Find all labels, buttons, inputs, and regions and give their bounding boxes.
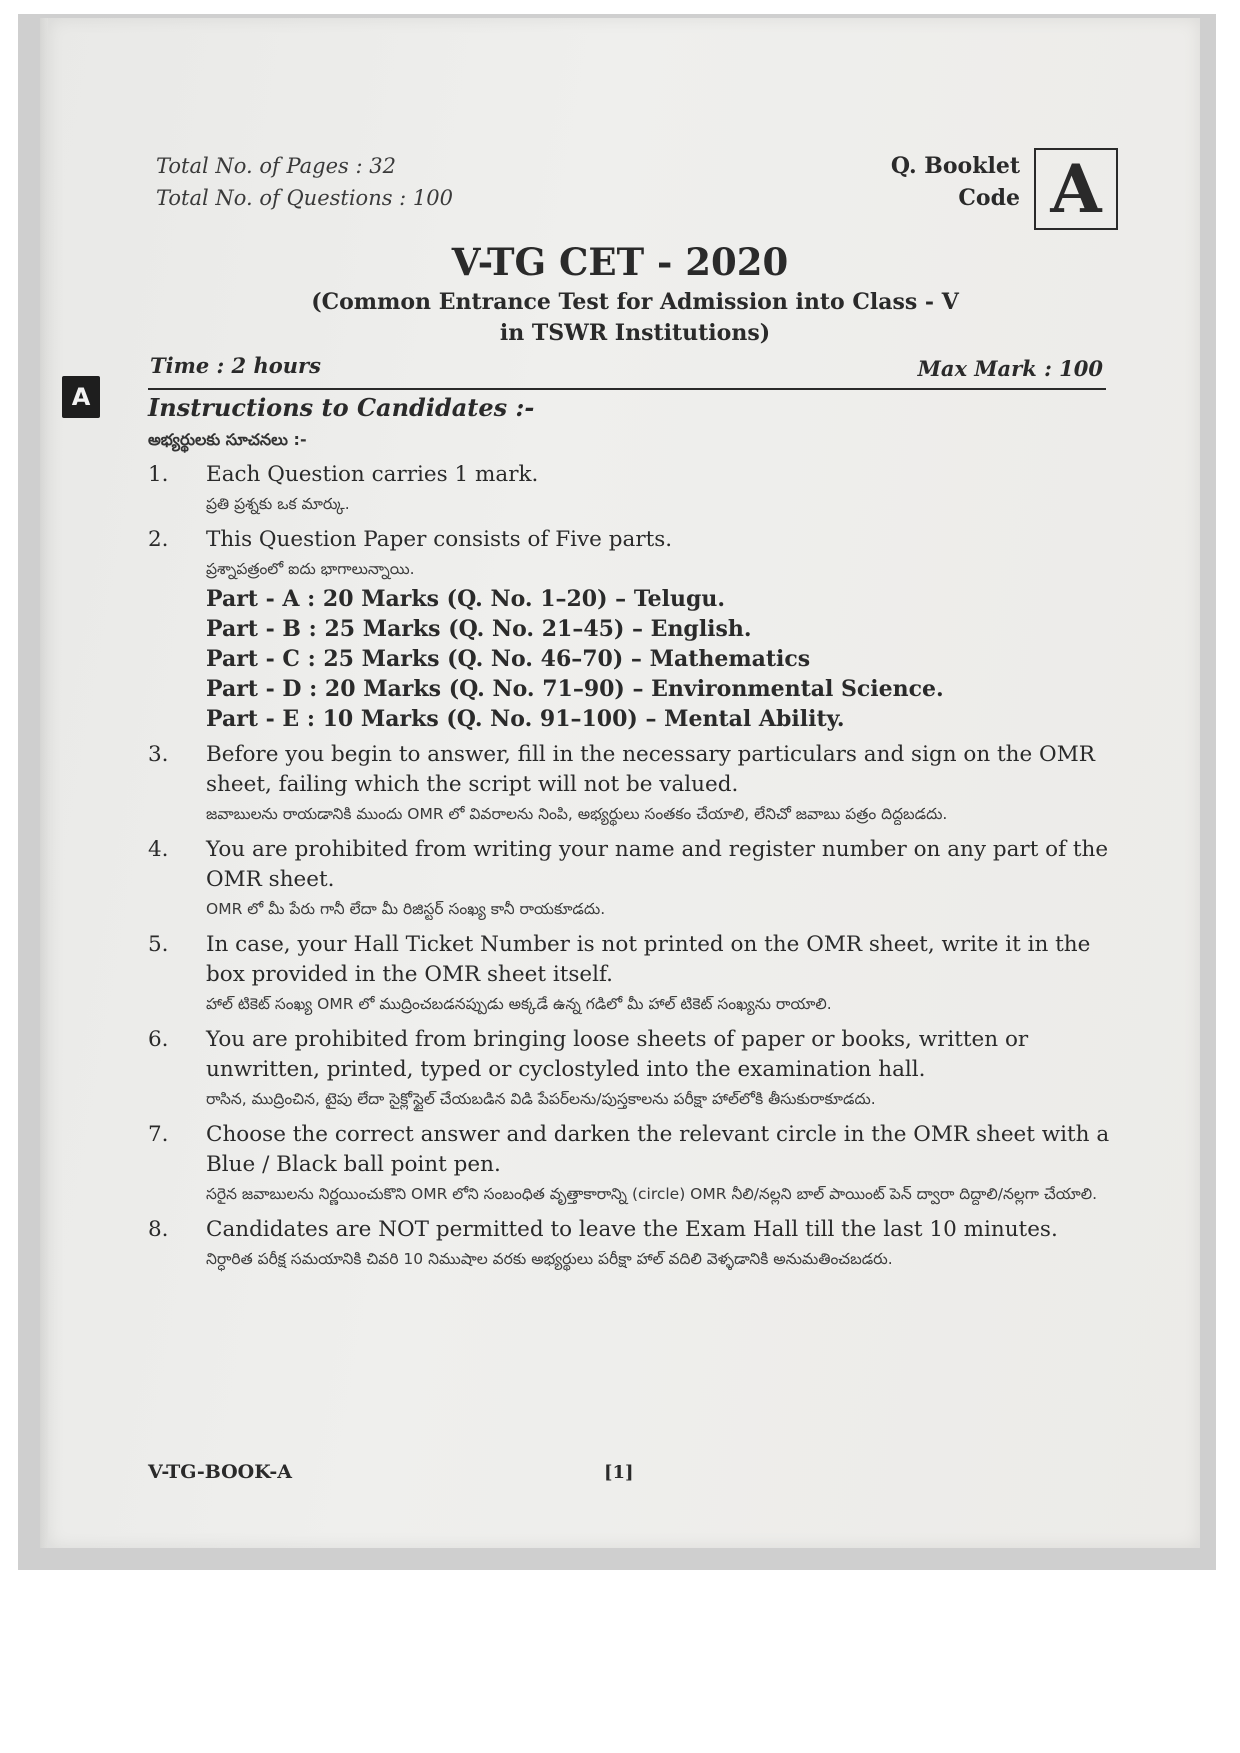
instruction-te: రాసిన, ముద్రించిన, టైపు లేదా సైక్లోస్టైల్ చేయబడిన విడి పేపర్‌లను/పుస్తకాలను పరీక్షా హాల్‌లోకి తీసుకురాకూడదు. [206,1090,876,1108]
instructions-heading-telugu: అభ్యర్థులకు సూచనలు :- [148,430,307,449]
instruction-en: Each Question carries 1 mark. [206,462,539,487]
instructions-heading: Instructions to Candidates :- [148,393,535,422]
instruction-te: జవాబులను రాయడానికి ముందు OMR లో వివరాలను నింపి, అభ్యర్థులు సంతకం చేయాలి, లేనిచో జవాబు పత్రం దిద్దబడదు. [206,805,948,823]
list-item: 4. You are prohibited from writing your name and register number on any part of the OMR sheet. OMR లో మీ పేరు గానీ లేదా మీ రిజిస్టర్ సంఖ్య కానీ రాయకూడదు. [148,835,1114,924]
list-item: 2. This Question Paper consists of Five parts. ప్రశ్నాపత్రంలో ఐదు భాగాలున్నాయి. Part - A : 20 Marks (Q. No. 1–20) – Telugu. Part - B : 25 Marks (Q. No. 21–45) – English. Part - C : 25 Marks (Q. No. 46–70) – Mathematics Part - D : 20 Marks (Q. No. 71–90) – Environmental Science. Part - E : 10 Marks (Q. No. 91–100) – Mental Ability. [148,525,1114,734]
list-item: 7. Choose the correct answer and darken the relevant circle in the OMR sheet with a Blue / Black ball point pen. సరైన జవాబులను నిర్ణయించుకొని OMR లోని సంబంధిత వృత్తాకారాన్ని (circle) OMR నీలి/నల్లని బాల్ పాయింట్ పెన్ ద్వారా దిద్దాలి/నల్లగా చేయాలి. [148,1120,1114,1209]
instruction-te: హాల్ టికెట్ సంఖ్య OMR లో ముద్రించబడనప్పుడు అక్కడే ఉన్న గడిలో మీ హాల్ టికెట్ సంఖ్యను రాయాలి. [206,995,832,1013]
instruction-te: OMR లో మీ పేరు గానీ లేదా మీ రిజిస్టర్ సంఖ్య కానీ రాయకూడదు. [206,900,606,918]
booklet-side-tab: A [62,376,100,418]
instruction-te: ప్రశ్నాపత్రంలో ఐదు భాగాలున్నాయి. [206,560,415,578]
instruction-te: నిర్ధారిత పరీక్ష సమయానికి చివరి 10 నిముషాల వరకు అభ్యర్థులు పరీక్షా హాల్ వదిలి వెళ్ళడానికి అనుమతించబడరు. [206,1250,893,1268]
list-item: 6. You are prohibited from bringing loose sheets of paper or books, written or unwritten, printed, typed or cyclostyled into the examination hall. రాసిన, ముద్రించిన, టైపు లేదా సైక్లోస్టైల్ చేయబడిన విడి పేపర్‌లను/పుస్తకాలను పరీక్షా హాల్‌లోకి తీసుకురాకూడదు. [148,1025,1114,1114]
footer-booklet-code: V-TG-BOOK-A [148,1461,292,1483]
part-b: Part - B : 25 Marks (Q. No. 21–45) – English. [206,616,752,642]
instruction-en: This Question Paper consists of Five parts. [206,527,673,552]
instruction-en: Candidates are NOT permitted to leave the Exam Hall till the last 10 minutes. [206,1217,1058,1242]
instruction-te: ప్రతి ప్రశ్నకు ఒక మార్కు. [206,495,350,513]
part-c: Part - C : 25 Marks (Q. No. 46–70) – Mathematics [206,646,811,672]
booklet-meta [156,150,453,214]
max-mark: Max Mark : 100 [917,356,1103,381]
header-divider [148,388,1106,390]
part-d: Part - D : 20 Marks (Q. No. 71–90) – Environmental Science. [206,676,944,702]
instruction-te: సరైన జవాబులను నిర్ణయించుకొని OMR లోని సంబంధిత వృత్తాకారాన్ని (circle) OMR నీలి/నల్లని బాల్ పాయింట్ పెన్ ద్వారా దిద్దాలి/నల్లగా చేయాలి. [206,1185,1097,1203]
page-number: [1] [604,1462,634,1483]
instruction-en: You are prohibited from bringing loose sheets of paper or books, written or unwritten, printed, typed or cyclostyled into the examination hall. [206,1027,1029,1082]
list-item: 1. Each Question carries 1 mark. ప్రతి ప్రశ్నకు ఒక మార్కు. [148,460,1114,519]
instruction-en: Choose the correct answer and darken the relevant circle in the OMR sheet with a Blue / Black ball point pen. [206,1122,1110,1177]
exam-subtitle: (Common Entrance Test for Admission into Class - V in TSWR Institutions) [311,289,959,346]
instruction-en: Before you begin to answer, fill in the necessary particulars and sign on the OMR sheet, failing which the script will not be valued. [206,742,1095,797]
instruction-en: In case, your Hall Ticket Number is not printed on the OMR sheet, write it in the box provided in the OMR sheet itself. [206,932,1091,987]
part-a: Part - A : 20 Marks (Q. No. 1–20) – Telugu. [206,586,726,612]
list-item: 5. In case, your Hall Ticket Number is not printed on the OMR sheet, write it in the box provided in the OMR sheet itself. హాల్ టికెట్ సంఖ్య OMR లో ముద్రించబడనప్పుడు అక్కడే ఉన్న గడిలో మీ హాల్ టికెట్ సంఖ్యను రాయాలి. [148,930,1114,1019]
total-questions: Total No. of Questions : 100 [156,186,454,210]
part-e: Part - E : 10 Marks (Q. No. 91–100) – Mental Ability. [206,706,845,732]
booklet-code-box: A [1034,148,1118,230]
exam-title: V-TG CET - 2020 [451,240,789,284]
instruction-en: You are prohibited from writing your name and register number on any part of the OMR sheet. [206,837,1109,892]
list-item: 8. Candidates are NOT permitted to leave the Exam Hall till the last 10 minutes. నిర్ధారిత పరీక్ష సమయానికి చివరి 10 నిముషాల వరకు అభ్యర్థులు పరీక్షా హాల్ వదిలి వెళ్ళడానికి అనుమతించబడరు. [148,1215,1114,1274]
total-pages: Total No. of Pages : 32 [156,154,396,178]
list-item: 3. Before you begin to answer, fill in the necessary particulars and sign on the OMR sheet, failing which the script will not be valued. జవాబులను రాయడానికి ముందు OMR లో వివరాలను నింపి, అభ్యర్థులు సంతకం చేయాలి, లేనిచో జవాబు పత్రం దిద్దబడదు. [148,740,1114,829]
instructions-list [148,460,1114,1280]
booklet-code-label: Q. Booklet Code [890,153,1020,211]
exam-duration: Time : 2 hours [150,353,321,378]
